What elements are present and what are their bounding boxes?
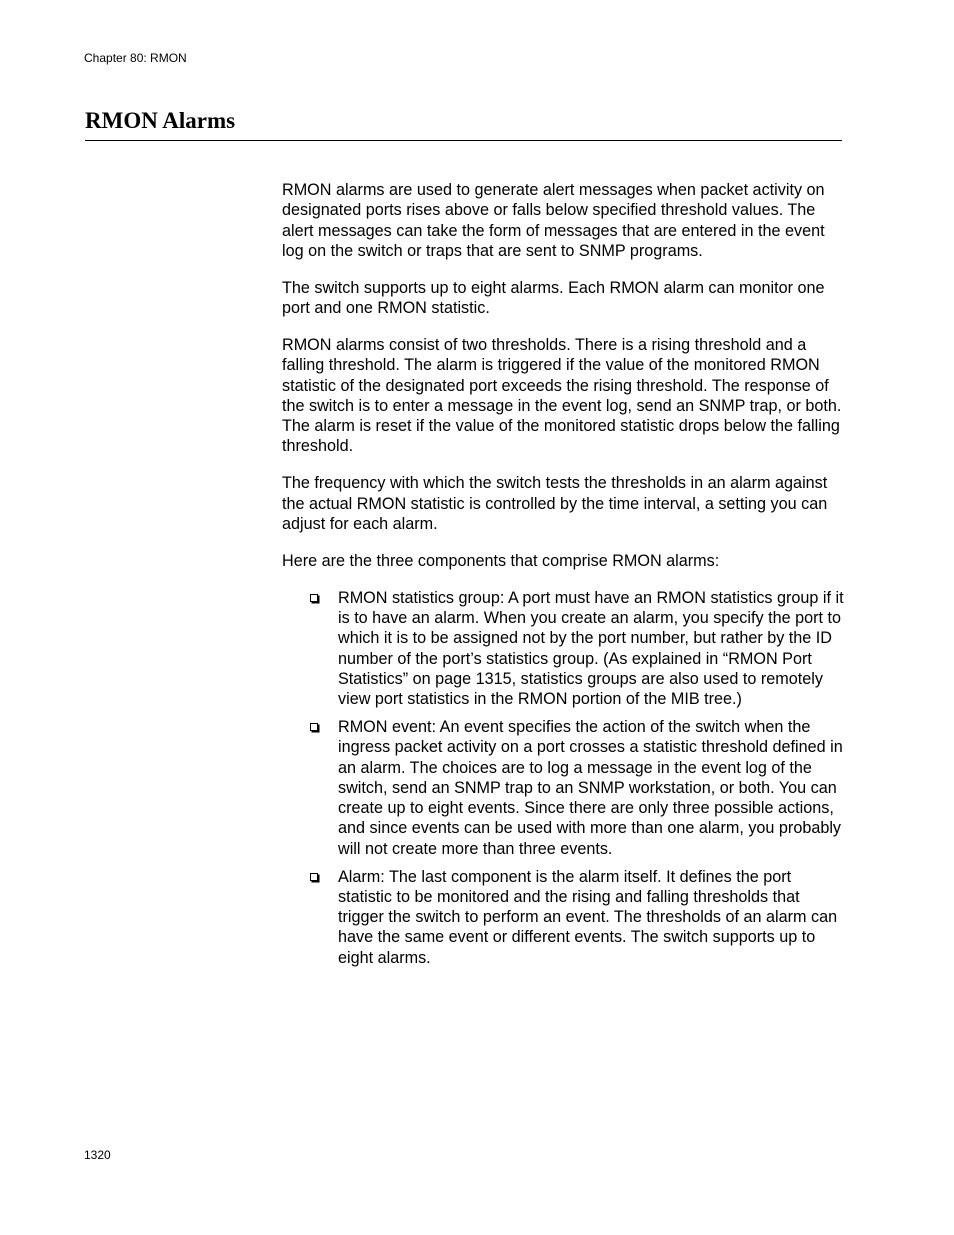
list-item-text: Alarm: The last component is the alarm itself. It defines the port statistic to be monitored and the rising and falling thresholds that trigger the switch to perform an event. The thresholds of an alarm can have the same event or different events. The switch supports up to eight alarms. — [338, 867, 838, 967]
list-item-event — [338, 717, 844, 859]
paragraph-frequency: The frequency with which the switch tests the thresholds in an alarm against the actual RMON statistic is controlled by the time interval, a setting you can adjust for each alarm. — [282, 474, 828, 533]
list-item-statistics-group — [338, 588, 844, 710]
square-bullet-icon — [310, 723, 318, 731]
body-column — [282, 180, 844, 976]
list-item-alarm — [338, 867, 844, 968]
components-list — [282, 588, 844, 968]
paragraph-thresholds: RMON alarms consist of two thresholds. There is a rising threshold and a falling threshold. The alarm is triggered if the value of the monitored RMON statistic of the designated port exceeds the rising threshold. The response of the switch is to enter a message in the event log, send an SNMP trap, or both. The alarm is reset if the value of the monitored statistic drops below the falling threshold. — [282, 335, 842, 456]
paragraph-components-intro: Here are the three components that comprise RMON alarms: — [282, 551, 720, 570]
list-item-text: RMON event: An event specifies the action of the switch when the ingress packet activity on a port crosses a statistic threshold defined in an alarm. The choices are to log a message in the event log of the switch, send an SNMP trap to an SNMP workstation, or both. You can create up to eight events. Since there are only three possible actions, and since events can be used with more than one alarm, you probably will not create more than three events. — [338, 718, 843, 858]
running-header: Chapter 80: RMON — [84, 51, 187, 65]
square-bullet-icon — [310, 594, 318, 602]
list-item-text: RMON statistics group: A port must have an RMON statistics group if it is to have an alarm. When you create an alarm, you specify the port to which it is to be assigned not by the port number, but rather by the ID number of the port’s statistics group. (As explained in “RMON Port Statistics” on page 1315, statistics groups are also used to remotely view port statistics in the RMON portion of the MIB tree.) — [338, 588, 844, 709]
paragraph-alarm-capacity: The switch supports up to eight alarms. Each RMON alarm can monitor one port and one RMON statistic. — [282, 278, 825, 318]
title-rule — [85, 140, 842, 141]
paragraph-overview: RMON alarms are used to generate alert messages when packet activity on designated ports rises above or falls below specified threshold values. The alert messages can take the form of messages that are entered in the event log on the switch or traps that are sent to SNMP programs. — [282, 181, 825, 260]
square-bullet-icon — [310, 873, 318, 881]
section-title: RMON Alarms — [85, 108, 236, 133]
page-number: 1320 — [84, 1148, 111, 1162]
